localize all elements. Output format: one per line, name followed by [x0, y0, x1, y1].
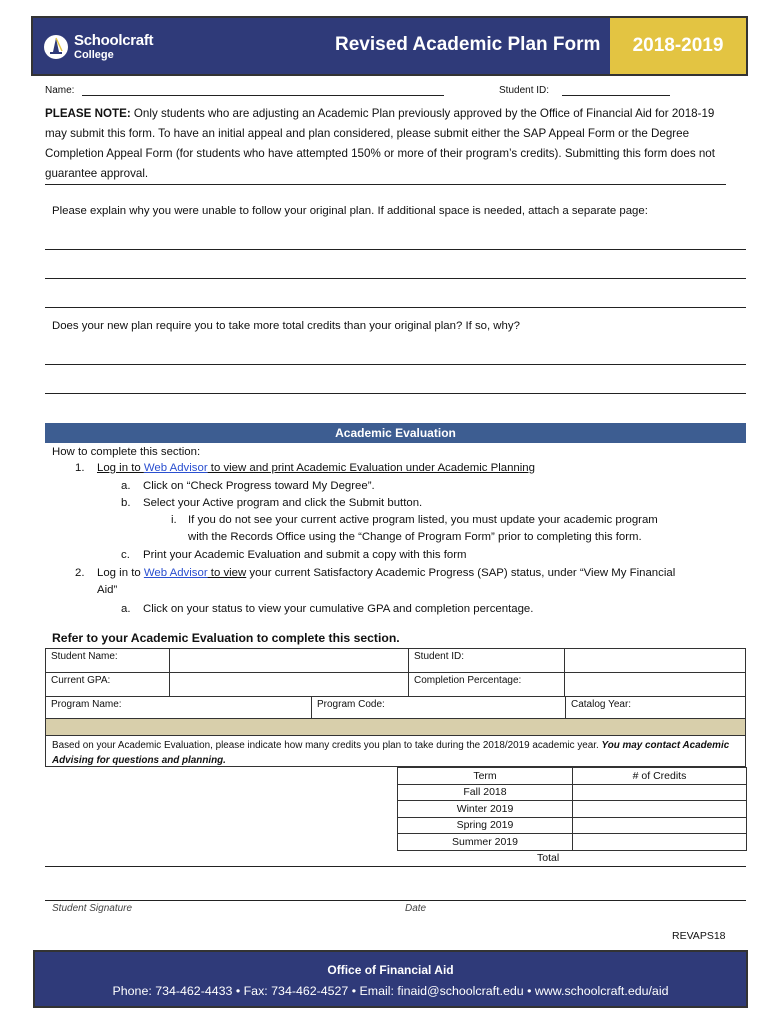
term-row: Spring 2019	[398, 817, 573, 834]
step-2-number: 2.	[75, 567, 85, 579]
student-name-input[interactable]	[170, 649, 409, 673]
term-row: Fall 2018	[398, 784, 573, 801]
form-title: Revised Academic Plan Form	[335, 34, 601, 55]
signature-line[interactable]	[45, 900, 746, 901]
step-1a-number: a.	[121, 480, 131, 492]
step-1a: Click on “Check Progress toward My Degree”.	[143, 480, 375, 492]
logo-line1: Schoolcraft	[74, 32, 154, 49]
logo-line2: College	[74, 49, 114, 61]
step-1bi-line2: with the Records Office using the “Change of Program Form” prior to completing this form.	[188, 531, 642, 543]
step-2: Log in to Web Advisor to view your current Satisfactory Academic Progress (SAP) status, under “View My Financial	[97, 567, 676, 579]
step-1bi-number: i.	[171, 514, 177, 526]
total-rule	[45, 866, 746, 867]
total-label: Total	[537, 852, 560, 864]
step-1c: Print your Academic Evaluation and submit a copy with this form	[143, 549, 467, 561]
catalog-year-label: Catalog Year:	[571, 699, 632, 710]
please-note-text: Only students who are adjusting an Academic Plan previously approved by the Office of Financial Aid for 2018-19 may submit this form. To have an initial appeal and plan considered, please submit either the SAP Appeal Form or the Degree Completion Appeal Form (for students who have attempted 150% or more of their program’s credits). Submitting this form does not guarantee approval.	[45, 107, 715, 180]
completion-percentage-input[interactable]	[565, 673, 746, 697]
program-name-cell[interactable]	[46, 697, 312, 719]
office-name: Office of Financial Aid	[327, 963, 454, 977]
current-gpa-label: Current GPA:	[46, 673, 170, 697]
catalog-year-cell[interactable]	[566, 697, 746, 719]
academic-evaluation-heading: Academic Evaluation	[45, 423, 746, 443]
step-1bi-line1: If you do not see your current active program listed, you must update your academic program	[188, 514, 658, 526]
office-contact: Phone: 734-462-4433 • Fax: 734-462-4527 • Email: finaid@schoolcraft.edu • www.schoolcraft.edu/aid	[112, 984, 669, 998]
step-2a: Click on your status to view your cumulative GPA and completion percentage.	[143, 603, 534, 615]
note-divider	[45, 184, 726, 185]
college-logo	[43, 32, 173, 66]
web-advisor-link[interactable]: Web Advisor	[143, 462, 208, 474]
please-note-lead: PLEASE NOTE:	[45, 107, 131, 120]
step-2a-number: a.	[121, 603, 131, 615]
step-1: Log in to Web Advisor to view and print Academic Evaluation under Academic Planning	[97, 462, 535, 474]
student-id-input[interactable]	[565, 649, 746, 673]
student-signature-label: Student Signature	[52, 903, 133, 914]
how-to-complete: How to complete this section:	[52, 446, 201, 458]
current-gpa-input[interactable]	[170, 673, 409, 697]
credits-column-header: # of Credits	[573, 768, 747, 785]
form-header	[31, 16, 748, 76]
question-original-plan: Please explain why you were unable to follow your original plan. If additional space is needed, attach a separate page:	[52, 205, 648, 217]
step-2-line2: Aid”	[97, 584, 118, 596]
shaded-divider-row	[45, 718, 746, 736]
question-more-credits: Does your new plan require you to take more total credits than your original plan? If so, why?	[52, 320, 520, 332]
answer-line-3[interactable]	[45, 307, 746, 308]
step-1b: Select your Active program and click the Submit button.	[143, 497, 423, 509]
answer-line-2[interactable]	[45, 278, 746, 279]
name-field[interactable]	[82, 95, 444, 96]
credits-input-summer[interactable]	[573, 834, 747, 851]
program-code-cell[interactable]	[312, 697, 566, 719]
web-advisor-link-2[interactable]: Web Advisor	[143, 567, 208, 579]
term-row: Summer 2019	[398, 834, 573, 851]
credits-instruction-emphasis: You may contact Academic Advising for questions and planning.	[52, 740, 730, 766]
credits-instruction	[45, 735, 746, 767]
form-year: 2018-2019	[610, 18, 746, 74]
credits-instruction-text: Based on your Academic Evaluation, please indicate how many credits you plan to take during the 2018/2019 academic year.	[52, 740, 602, 751]
program-code-label: Program Code:	[317, 699, 385, 710]
completion-percentage-label: Completion Percentage:	[409, 673, 565, 697]
please-note	[45, 104, 735, 184]
answer-line-4[interactable]	[45, 364, 746, 365]
name-label: Name:	[45, 85, 75, 96]
date-label: Date	[405, 903, 427, 914]
term-column-header: Term	[398, 768, 573, 785]
answer-line-1[interactable]	[45, 249, 746, 250]
credits-input-fall[interactable]	[573, 784, 747, 801]
step-1b-number: b.	[121, 497, 131, 509]
student-name-label: Student Name:	[46, 649, 170, 673]
student-info-table	[45, 648, 746, 697]
program-info-table	[45, 696, 746, 719]
credits-by-term-table	[397, 767, 747, 851]
term-row: Winter 2019	[398, 801, 573, 818]
step-1c-number: c.	[121, 549, 130, 561]
program-name-label: Program Name:	[51, 699, 122, 710]
student-id-cell-label: Student ID:	[409, 649, 565, 673]
student-id-label: Student ID:	[499, 85, 550, 96]
student-id-field[interactable]	[562, 95, 670, 96]
footer-contact-box	[33, 950, 748, 1008]
form-code: REVAPS18	[672, 930, 726, 942]
answer-line-5[interactable]	[45, 393, 746, 394]
refer-heading: Refer to your Academic Evaluation to complete this section.	[52, 631, 400, 645]
credits-input-spring[interactable]	[573, 817, 747, 834]
credits-input-winter[interactable]	[573, 801, 747, 818]
college-logo-icon	[43, 34, 69, 60]
step-1-number: 1.	[75, 462, 85, 474]
